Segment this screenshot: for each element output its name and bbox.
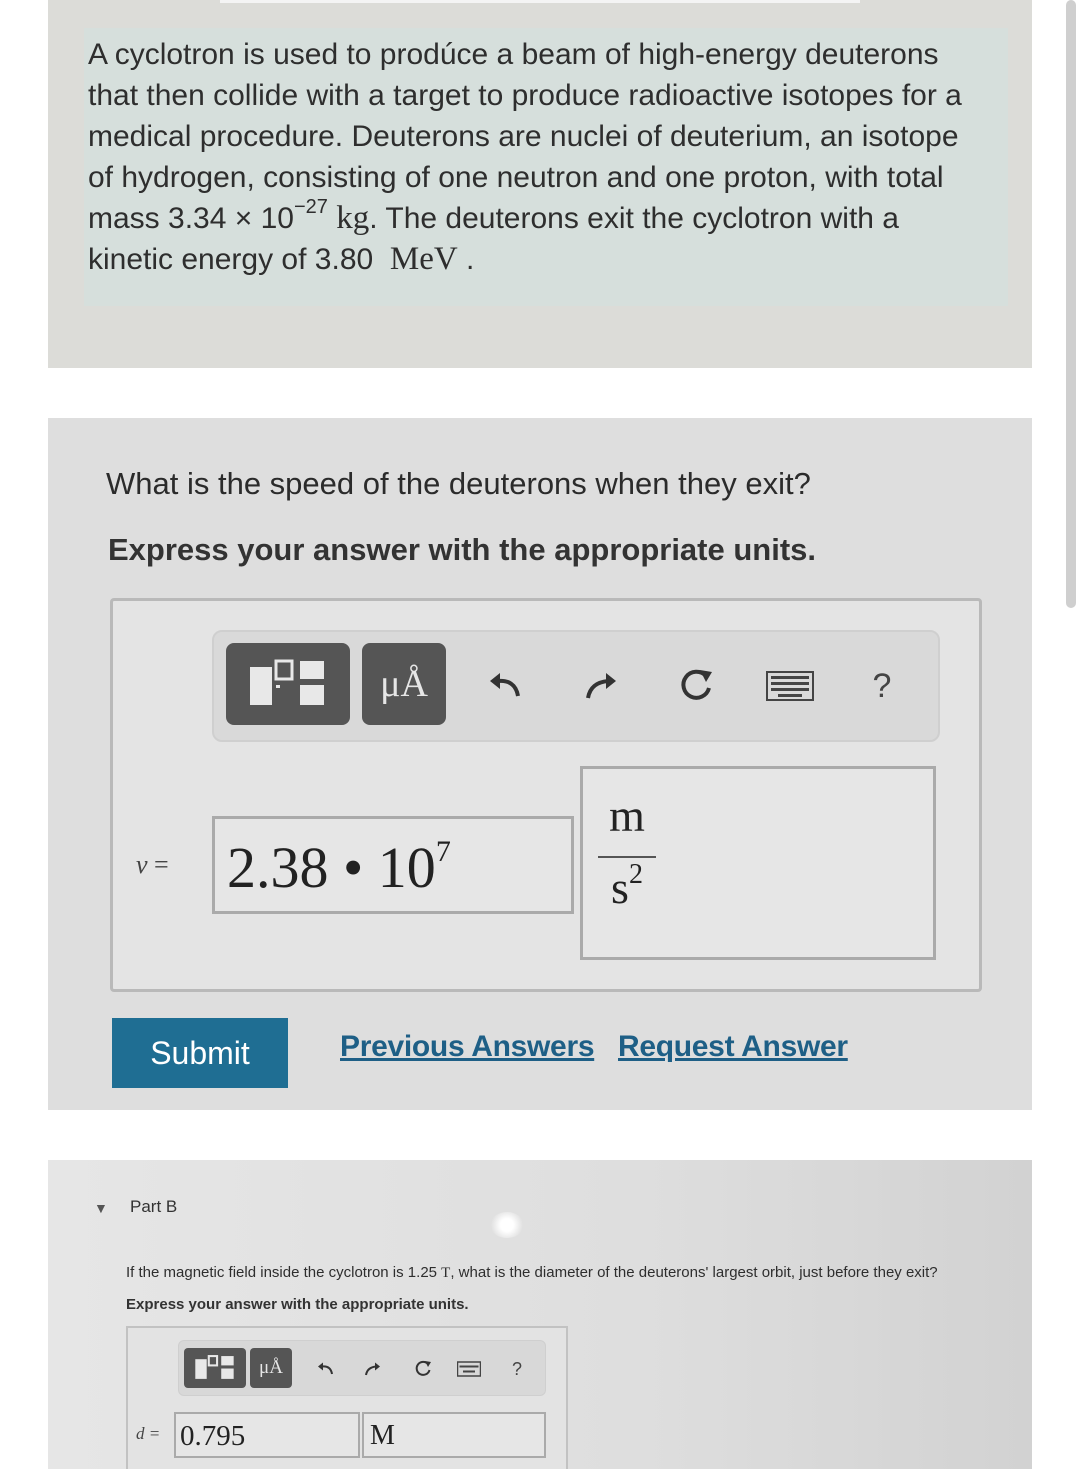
problem-statement [88, 34, 1008, 280]
problem-line-1: A cyclotron is used to prodúce a beam of high-energy deuterons [88, 38, 939, 71]
mass-value: 3.34 × 10 [168, 202, 294, 235]
redo-icon[interactable] [580, 664, 620, 708]
light-glare [490, 1212, 524, 1238]
help-icon[interactable]: ? [872, 666, 892, 705]
part-a-instruction: Express your answer with the appropriate units. [108, 532, 817, 567]
part-a-question: What is the speed of the deuterons when they exit? [106, 466, 811, 501]
part-b-label[interactable]: Part B [130, 1197, 178, 1216]
top-divider [220, 0, 860, 3]
part-b-unit-input[interactable]: M [362, 1412, 546, 1458]
energy-unit: MeV [389, 241, 458, 277]
part-b-redo-icon[interactable] [362, 1358, 382, 1380]
unit-numerator: m [609, 790, 645, 841]
mass-unit: kg [336, 200, 370, 236]
part-b-value-input[interactable]: 0.795 [174, 1412, 360, 1458]
part-b-templates-button[interactable] [184, 1348, 246, 1388]
part-b-reset-icon[interactable] [412, 1358, 434, 1380]
problem-line-3: medical procedure. Deuterons are nuclei of deuterium, an isotope [88, 120, 959, 153]
part-b-equals-sign: = [144, 1424, 161, 1443]
unit-denominator: s [611, 862, 629, 913]
part-b-variable-label [136, 1424, 160, 1444]
energy-value: 3.80 [314, 243, 374, 276]
part-b-question-suffix: , what is the diameter of the deuterons' largest orbit, just before they exit? [450, 1264, 938, 1281]
problem-line-2: that then collide with a target to produce radioactive isotopes for a [88, 79, 962, 112]
part-b-templates-icon [193, 1354, 237, 1382]
problem-line-5-rest: . The deuterons exit the cyclotron with a [369, 202, 899, 235]
equals-sign: = [147, 850, 169, 879]
energy-prefix: kinetic energy of [88, 243, 315, 276]
answer-exponent: 7 [435, 834, 451, 868]
templates-button[interactable] [226, 643, 350, 725]
part-b-units-button[interactable]: μÅ [250, 1348, 292, 1388]
unit-denominator-exponent: 2 [628, 858, 643, 890]
mass-prefix: mass [88, 202, 169, 235]
energy-suffix: . [457, 243, 475, 276]
scrollbar[interactable] [1066, 0, 1076, 608]
collapse-caret-icon[interactable]: ▼ [94, 1200, 108, 1216]
previous-answers-link[interactable]: Previous Answers [340, 1030, 595, 1063]
units-button[interactable]: μÅ [362, 643, 446, 725]
part-b-help-icon[interactable]: ? [511, 1358, 522, 1379]
reset-icon[interactable] [674, 664, 718, 708]
answer-mantissa: 2.38 • 10 [227, 835, 436, 900]
unit-denominator-wrap [598, 858, 656, 914]
problem-line-6 [88, 239, 1008, 280]
part-b-question-prefix: If the magnetic field inside the cyclotron is 1.25 [126, 1264, 442, 1281]
value-input[interactable] [212, 816, 574, 914]
undo-icon[interactable] [486, 664, 526, 708]
unit-fraction [598, 790, 656, 914]
problem-line-5 [88, 198, 1008, 239]
request-answer-link[interactable]: Request Answer [618, 1030, 848, 1063]
submit-button[interactable]: Submit [112, 1018, 288, 1088]
variable-symbol: v [136, 850, 148, 879]
part-b-variable-symbol: d [136, 1424, 145, 1443]
part-b-question [126, 1264, 938, 1282]
part-b-keyboard-icon[interactable] [456, 1358, 482, 1380]
field-unit: T [441, 1265, 451, 1281]
problem-line-4: of hydrogen, consisting of one neutron and one proton, with total [88, 161, 944, 194]
keyboard-icon[interactable] [766, 664, 814, 708]
fraction-bar [598, 856, 656, 858]
mass-exponent: −27 [293, 196, 328, 218]
templates-icon [248, 657, 328, 711]
part-b-instruction: Express your answer with the appropriate units. [126, 1296, 469, 1313]
part-b-undo-icon[interactable] [316, 1358, 336, 1380]
variable-label [136, 850, 169, 880]
